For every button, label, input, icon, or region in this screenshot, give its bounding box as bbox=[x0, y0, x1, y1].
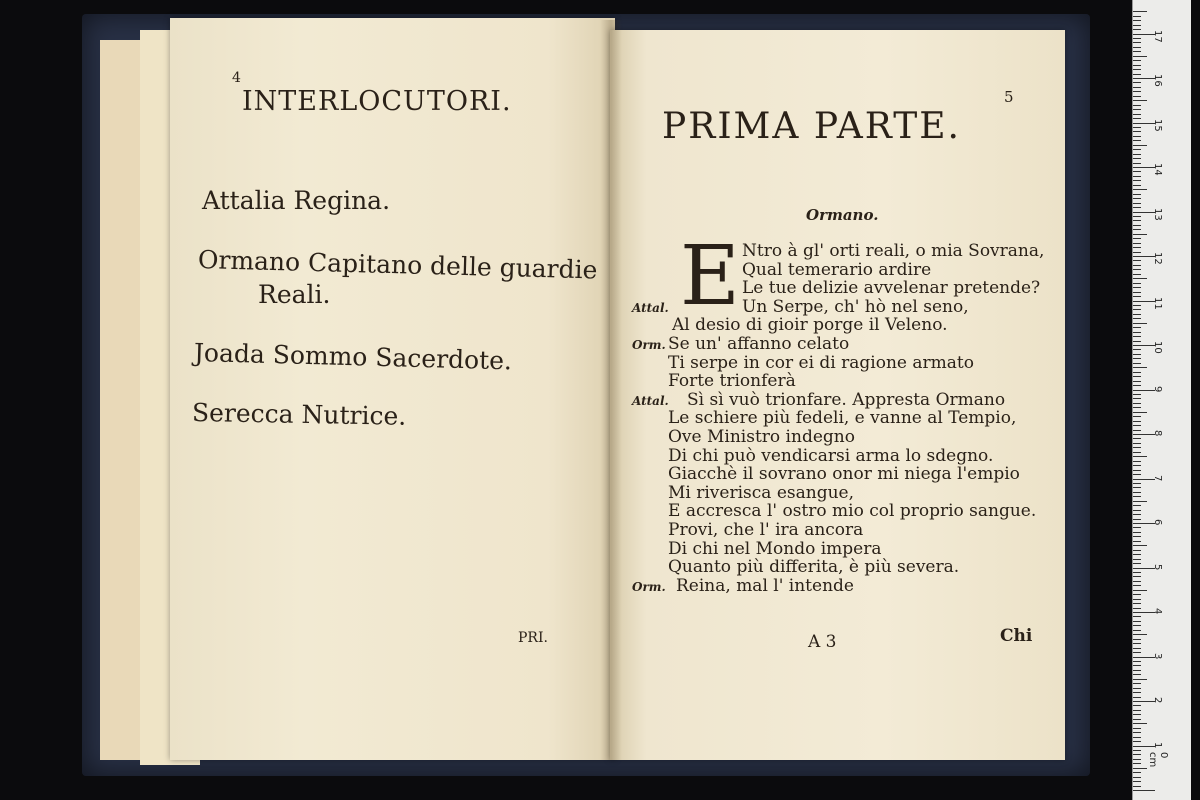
ruler-tick bbox=[1133, 670, 1141, 671]
ruler-tick bbox=[1133, 260, 1141, 261]
ruler-tick bbox=[1133, 105, 1141, 106]
ruler-tick bbox=[1133, 74, 1141, 75]
ruler-tick bbox=[1133, 737, 1141, 738]
ruler-tick bbox=[1133, 728, 1141, 729]
ruler-tick bbox=[1133, 87, 1141, 88]
ruler-tick bbox=[1133, 772, 1141, 773]
ruler-tick bbox=[1133, 416, 1141, 417]
verse-line: E accresca l' ostro mio col proprio sangue. bbox=[668, 501, 1037, 522]
ruler-tick bbox=[1133, 158, 1141, 159]
ruler-tick bbox=[1133, 590, 1147, 591]
ruler-tick bbox=[1133, 452, 1141, 453]
ruler-tick bbox=[1133, 292, 1141, 293]
ruler-tick bbox=[1133, 16, 1141, 17]
ruler-tick bbox=[1133, 550, 1141, 551]
ruler-tick bbox=[1133, 679, 1147, 680]
ruler-tick bbox=[1133, 519, 1141, 520]
ruler-tick bbox=[1133, 203, 1141, 204]
signature-mark: A 3 bbox=[808, 632, 837, 652]
ruler-tick bbox=[1133, 674, 1141, 675]
ruler-tick bbox=[1133, 323, 1147, 324]
ruler-tick bbox=[1133, 425, 1141, 426]
ruler-tick bbox=[1133, 287, 1141, 288]
ruler-tick bbox=[1133, 492, 1141, 493]
right-page-heading: PRIMA PARTE. bbox=[662, 106, 961, 147]
ruler-tick bbox=[1133, 127, 1141, 128]
ruler-tick bbox=[1133, 634, 1147, 635]
ruler-tick bbox=[1133, 65, 1141, 66]
ruler-tick bbox=[1133, 603, 1141, 604]
verse-line: Le tue delizie avvelenar pretende? bbox=[742, 278, 1041, 299]
ruler-tick bbox=[1133, 398, 1141, 399]
ruler-tick bbox=[1133, 140, 1141, 141]
ruler-number: 9 bbox=[1152, 385, 1163, 392]
verse-line: Sì sì vuò trionfare. Appresta Ormano bbox=[687, 389, 1006, 410]
ruler-tick bbox=[1133, 465, 1141, 466]
ruler-tick bbox=[1133, 483, 1141, 484]
ruler-tick bbox=[1133, 461, 1141, 462]
speaker-label: Orm. bbox=[632, 579, 666, 594]
ruler-tick bbox=[1133, 194, 1141, 195]
ruler-number: 5 bbox=[1152, 563, 1163, 570]
ruler-tick bbox=[1133, 385, 1141, 386]
verse-line: Le schiere più fedeli, e vanne al Tempio, bbox=[668, 408, 1017, 429]
ruler-tick bbox=[1133, 487, 1141, 488]
ruler-tick bbox=[1133, 501, 1147, 502]
ruler-tick bbox=[1133, 176, 1141, 177]
measurement-ruler bbox=[1132, 0, 1191, 800]
ruler-tick bbox=[1133, 198, 1141, 199]
ruler-number: 15 bbox=[1152, 118, 1163, 132]
character-joada: Joada Sommo Sacerdote. bbox=[193, 338, 513, 376]
ruler-tick bbox=[1133, 238, 1141, 239]
ruler-tick bbox=[1133, 786, 1141, 787]
ruler-tick bbox=[1133, 145, 1147, 146]
ruler-tick bbox=[1133, 309, 1141, 310]
ruler-tick bbox=[1133, 545, 1147, 546]
ruler-tick bbox=[1133, 278, 1147, 279]
left-page-catchword: PRI. bbox=[518, 630, 548, 646]
ruler-tick bbox=[1133, 723, 1147, 724]
ruler-tick bbox=[1133, 25, 1141, 26]
verse-line: Di chi può vendicarsi arma lo sdegno. bbox=[668, 445, 994, 466]
ruler-tick bbox=[1133, 82, 1141, 83]
ruler-number: 13 bbox=[1152, 207, 1163, 221]
ruler-tick bbox=[1133, 394, 1141, 395]
ruler-tick bbox=[1133, 171, 1141, 172]
ruler-tick bbox=[1133, 131, 1141, 132]
ruler-tick bbox=[1133, 189, 1147, 190]
ruler-tick bbox=[1133, 11, 1147, 12]
ruler-number: 7 bbox=[1152, 474, 1163, 481]
ruler-tick bbox=[1133, 474, 1141, 475]
ruler-tick bbox=[1133, 51, 1141, 52]
ruler-number: 3 bbox=[1152, 652, 1163, 659]
ruler-tick bbox=[1133, 456, 1147, 457]
character-ormano: Ormano Capitano delle guardie bbox=[197, 245, 598, 285]
ruler-tick bbox=[1133, 336, 1141, 337]
verse-line: Ti serpe in cor ei di ragione armato bbox=[668, 352, 974, 373]
ruler-tick bbox=[1133, 572, 1141, 573]
ruler-tick bbox=[1133, 149, 1141, 150]
verse-line: Di chi nel Mondo impera bbox=[668, 538, 882, 559]
ruler-tick bbox=[1133, 697, 1141, 698]
ruler-tick bbox=[1133, 247, 1141, 248]
ruler-tick bbox=[1133, 652, 1141, 653]
ruler-number: 17 bbox=[1152, 29, 1163, 43]
ruler-tick bbox=[1133, 358, 1141, 359]
ruler-tick bbox=[1133, 554, 1141, 555]
ruler-tick bbox=[1133, 118, 1141, 119]
ruler-tick bbox=[1133, 109, 1141, 110]
ruler-tick bbox=[1133, 180, 1141, 181]
ruler-tick bbox=[1133, 710, 1141, 711]
ruler-tick bbox=[1133, 225, 1141, 226]
ruler-tick bbox=[1133, 403, 1141, 404]
ruler-tick bbox=[1133, 185, 1141, 186]
ruler-unit-label: 0 cm bbox=[1147, 752, 1169, 768]
right-page-catchword: Chi bbox=[1000, 626, 1033, 646]
ruler-tick bbox=[1133, 421, 1141, 422]
ruler-tick bbox=[1133, 447, 1141, 448]
ruler-tick bbox=[1133, 114, 1141, 115]
ruler-tick bbox=[1133, 754, 1141, 755]
ruler-tick bbox=[1133, 438, 1141, 439]
ruler-tick bbox=[1133, 630, 1141, 631]
ruler-tick bbox=[1133, 781, 1141, 782]
ruler-tick bbox=[1133, 688, 1141, 689]
ruler-tick bbox=[1133, 136, 1141, 137]
ruler-tick bbox=[1133, 363, 1141, 364]
verse-line: Provi, che l' ira ancora bbox=[668, 520, 864, 540]
ruler-tick bbox=[1133, 274, 1141, 275]
ruler-tick bbox=[1133, 349, 1141, 350]
ruler-tick bbox=[1133, 621, 1141, 622]
ruler-tick bbox=[1133, 332, 1141, 333]
ruler-tick bbox=[1133, 216, 1141, 217]
ruler-tick bbox=[1133, 327, 1141, 328]
ruler-tick bbox=[1133, 234, 1147, 235]
left-page bbox=[170, 18, 615, 760]
ruler-tick bbox=[1133, 581, 1141, 582]
ruler-tick bbox=[1133, 541, 1141, 542]
verse-line: Giacchè il sovrano onor mi niega l'empio bbox=[668, 464, 1020, 485]
left-page-heading: INTERLOCUTORI. bbox=[242, 86, 512, 117]
ruler-tick bbox=[1133, 768, 1147, 769]
ruler-number: 1 bbox=[1152, 741, 1163, 748]
ruler-tick bbox=[1133, 430, 1141, 431]
ruler-tick bbox=[1133, 367, 1147, 368]
ruler-tick bbox=[1133, 505, 1141, 506]
ruler-tick bbox=[1133, 376, 1141, 377]
ruler-tick bbox=[1133, 514, 1141, 515]
ruler-tick bbox=[1133, 763, 1141, 764]
ruler-number: 11 bbox=[1152, 296, 1163, 310]
ruler-tick bbox=[1133, 470, 1141, 471]
verse-line: Forte trionferà bbox=[668, 371, 796, 392]
verse-line: Ntro à gl' orti reali, o mia Sovrana, bbox=[742, 241, 1045, 261]
ruler-tick bbox=[1133, 296, 1141, 297]
ruler-tick bbox=[1133, 100, 1147, 101]
ruler-tick bbox=[1133, 443, 1141, 444]
ruler-tick bbox=[1133, 20, 1141, 21]
ruler-tick bbox=[1133, 96, 1141, 97]
ruler-tick bbox=[1133, 69, 1141, 70]
ruler-tick bbox=[1133, 407, 1141, 408]
ruler-tick bbox=[1133, 643, 1141, 644]
character-serecca: Serecca Nutrice. bbox=[191, 398, 407, 431]
ruler-tick bbox=[1133, 283, 1141, 284]
ruler-tick bbox=[1133, 496, 1141, 497]
verse-line: Quanto più differita, è più severa. bbox=[668, 557, 960, 578]
verse-line: Reina, mal l' intende bbox=[676, 575, 854, 596]
ruler-tick bbox=[1133, 305, 1141, 306]
ruler-tick bbox=[1133, 683, 1141, 684]
ruler-tick bbox=[1133, 532, 1141, 533]
verse-line: Un Serpe, ch' hò nel seno, bbox=[742, 296, 969, 317]
ruler-tick bbox=[1133, 91, 1141, 92]
ruler-tick bbox=[1133, 318, 1141, 319]
ruler-number: 16 bbox=[1152, 74, 1163, 87]
speaker-label: Attal. bbox=[632, 393, 669, 408]
ruler-number: 8 bbox=[1152, 430, 1163, 437]
verse-line: Al desio di gioir porge il Veleno. bbox=[672, 315, 948, 336]
ruler-tick bbox=[1133, 207, 1141, 208]
ruler-tick bbox=[1133, 229, 1141, 230]
ruler-tick bbox=[1133, 576, 1141, 577]
ruler-tick bbox=[1133, 163, 1141, 164]
ruler-tick bbox=[1133, 741, 1141, 742]
ruler-tick bbox=[1133, 510, 1141, 511]
ruler-tick bbox=[1133, 412, 1147, 413]
ruler-tick bbox=[1133, 372, 1141, 373]
ruler-tick bbox=[1133, 705, 1141, 706]
ruler-tick bbox=[1133, 252, 1141, 253]
ruler-tick bbox=[1133, 527, 1141, 528]
ruler-tick bbox=[1133, 719, 1141, 720]
ruler-tick bbox=[1133, 714, 1141, 715]
ruler-tick bbox=[1133, 47, 1141, 48]
ruler-number: 10 bbox=[1152, 341, 1163, 354]
ruler-tick bbox=[1133, 38, 1141, 39]
speaker-label: Attal. bbox=[632, 300, 669, 315]
ruler-tick bbox=[1133, 732, 1141, 733]
ruler-tick bbox=[1133, 265, 1141, 266]
ruler-tick bbox=[1133, 777, 1141, 778]
ruler-tick bbox=[1133, 594, 1141, 595]
ruler-tick bbox=[1133, 42, 1141, 43]
book-gutter bbox=[600, 20, 622, 760]
ruler-tick bbox=[1133, 585, 1141, 586]
verse-line: Qual temerario ardire bbox=[742, 259, 932, 280]
ruler-tick bbox=[1133, 648, 1141, 649]
ruler-tick bbox=[1133, 536, 1141, 537]
ruler-tick bbox=[1133, 639, 1141, 640]
ruler-tick bbox=[1133, 750, 1141, 751]
left-page-corner-mark: 4 bbox=[232, 70, 241, 86]
ruler-tick bbox=[1133, 559, 1141, 560]
ruler-tick bbox=[1133, 665, 1141, 666]
ruler-tick bbox=[1133, 381, 1141, 382]
ruler-tick bbox=[1133, 625, 1141, 626]
ruler-tick bbox=[1133, 608, 1141, 609]
character-ormano-line2: Reali. bbox=[258, 280, 331, 309]
ruler-tick bbox=[1133, 616, 1141, 617]
ruler-tick bbox=[1133, 29, 1141, 30]
verse-line: Ove Ministro indegno bbox=[668, 427, 855, 447]
ruler-tick bbox=[1133, 220, 1141, 221]
ruler-tick bbox=[1133, 599, 1141, 600]
opening-speaker: Ormano. bbox=[806, 206, 879, 224]
ruler-tick bbox=[1133, 661, 1141, 662]
right-page-number: 5 bbox=[1004, 88, 1014, 106]
ruler-tick bbox=[1133, 314, 1141, 315]
ruler-tick bbox=[1133, 154, 1141, 155]
ruler-number: 12 bbox=[1152, 252, 1163, 265]
ruler-tick bbox=[1133, 60, 1141, 61]
ruler-tick bbox=[1133, 354, 1141, 355]
ruler-number: 6 bbox=[1152, 519, 1163, 526]
ruler-tick bbox=[1133, 56, 1147, 57]
verse-line: Se un' affanno celato bbox=[668, 334, 850, 354]
ruler-tick bbox=[1133, 692, 1141, 693]
character-attalia: Attalia Regina. bbox=[202, 186, 391, 215]
ruler-tick bbox=[1133, 563, 1141, 564]
ruler-number: 14 bbox=[1152, 163, 1163, 176]
ruler-number: 4 bbox=[1152, 608, 1163, 615]
ruler-tick bbox=[1133, 243, 1141, 244]
drop-cap: E bbox=[680, 229, 740, 324]
ruler-number: 2 bbox=[1152, 697, 1163, 704]
ruler-tick bbox=[1133, 790, 1155, 791]
ruler-tick bbox=[1133, 759, 1141, 760]
verse-line: Mi riverisca esangue, bbox=[668, 482, 854, 503]
speaker-label: Orm. bbox=[632, 338, 666, 352]
ruler-tick bbox=[1133, 341, 1141, 342]
ruler-tick bbox=[1133, 269, 1141, 270]
